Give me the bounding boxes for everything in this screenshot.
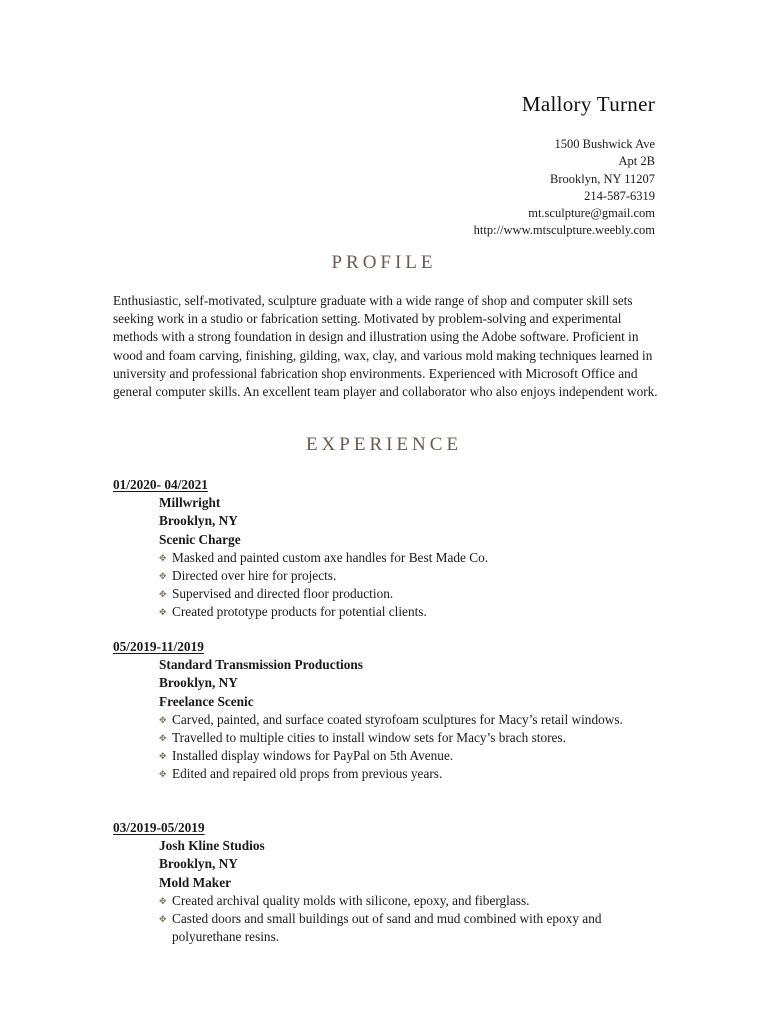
job-dates: 01/2020- 04/2021 (113, 477, 208, 492)
job-company: Standard Transmission Productions (159, 657, 363, 673)
website-url: http://www.mtsculpture.weebly.com (473, 223, 655, 238)
bullet-icon: ✥ (159, 571, 167, 582)
job-bullet-list (159, 711, 673, 784)
job-bullet-text: Installed display windows for PayPal on 5th Avenue. (172, 748, 454, 764)
phone-number: 214-587-6319 (584, 188, 655, 203)
job-location: Brooklyn, NY (159, 513, 238, 529)
bullet-icon: ✥ (159, 769, 167, 780)
job-bullet (159, 729, 673, 747)
job-bullet-text: Travelled to multiple cities to install window sets for Macy’s brach stores. (172, 730, 566, 746)
profile-heading: PROFILE (331, 252, 437, 273)
job-bullet-text: Created archival quality molds with silicone, epoxy, and fiberglass. (172, 892, 530, 908)
job-bullet-text: Supervised and directed floor production. (172, 586, 394, 602)
job-bullet-list (159, 549, 673, 622)
bullet-icon: ✥ (159, 714, 167, 725)
address-city: Brooklyn, NY 11207 (550, 171, 655, 186)
job-role: Mold Maker (159, 874, 232, 890)
job-company: Millwright (159, 495, 221, 511)
address-line-1: 1500 Bushwick Ave (554, 137, 655, 151)
resume-name: Mallory Turner (521, 92, 655, 116)
job-entry-millwright (113, 476, 673, 622)
email-address: mt.sculpture@gmail.com (528, 206, 655, 221)
job-bullet-text: Created prototype products for potential clients. (172, 604, 427, 620)
job-location: Brooklyn, NY (159, 856, 238, 872)
job-company: Josh Kline Studios (159, 838, 265, 854)
profile-paragraph: Enthusiastic, self-motivated, sculpture graduate with a wide range of shop and computer skill sets seeking work in a studio or fabrication setting. Motivated by problem-solving and experimental methods with a strong foundation in design and illustration using the Adobe software. Proficient in wood and foam carving, finishing, gilding, wax, clay, and various mold making techniques learned in university and professional fabrication shop environments. Experienced with Microsoft Office and general computer skills. An excellent team player and collaborator who also enjoys independent work. (113, 293, 658, 400)
job-bullet (159, 910, 673, 946)
job-bullet (159, 585, 673, 603)
job-bullet (159, 747, 673, 765)
job-bullet (159, 549, 673, 567)
address-line-2: Apt 2B (618, 154, 655, 169)
bullet-icon: ✥ (159, 607, 167, 618)
job-bullet-text: Edited and repaired old props from previous years. (172, 766, 443, 782)
job-bullet (159, 892, 673, 910)
bullet-icon: ✥ (159, 914, 167, 925)
job-bullet-text: Casted doors and small buildings out of sand and mud combined with epoxy and polyurethane resins. (172, 911, 602, 945)
job-bullet-text: Directed over hire for projects. (172, 568, 337, 584)
job-entry-josh-kline (113, 819, 673, 946)
job-bullet (159, 603, 673, 621)
job-role: Freelance Scenic (159, 693, 254, 709)
bullet-icon: ✥ (159, 733, 167, 744)
job-bullet-list (159, 892, 673, 947)
job-dates: 05/2019-11/2019 (113, 639, 204, 654)
job-bullet-text: Carved, painted, and surface coated styrofoam sculptures for Macy’s retail windows. (172, 711, 623, 727)
job-entry-standard-transmission (113, 638, 673, 784)
bullet-icon: ✥ (159, 589, 167, 600)
experience-heading: EXPERIENCE (305, 434, 463, 455)
bullet-icon: ✥ (159, 751, 167, 762)
bullet-icon: ✥ (159, 552, 167, 563)
job-dates: 03/2019-05/2019 (113, 820, 205, 835)
job-role: Scenic Charge (159, 531, 241, 547)
contact-block (474, 136, 655, 240)
job-bullet (159, 711, 673, 729)
job-bullet-text: Masked and painted custom axe handles for Best Made Co. (172, 549, 489, 565)
job-location: Brooklyn, NY (159, 675, 238, 691)
job-bullet (159, 765, 673, 783)
job-bullet (159, 567, 673, 585)
bullet-icon: ✥ (159, 895, 167, 906)
